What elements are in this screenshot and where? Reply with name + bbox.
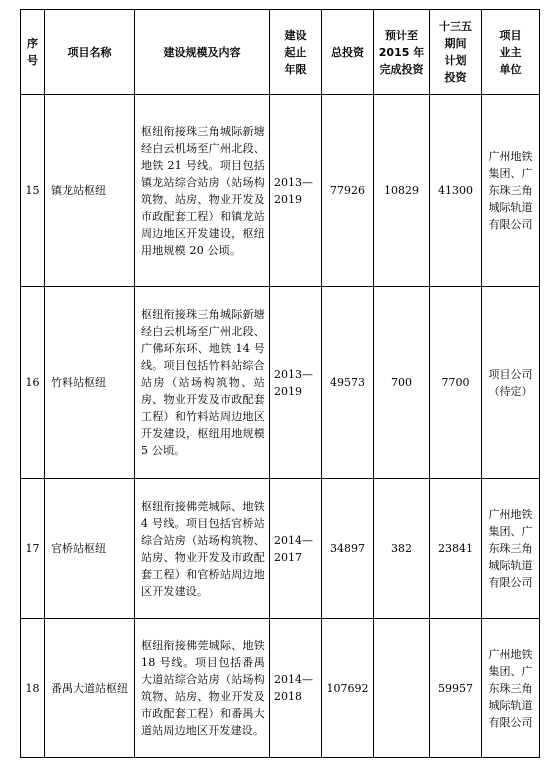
header-serial-number: 序 号 [21, 10, 45, 95]
row-construction-period: 2014— 2017 [270, 479, 322, 619]
row-plan-investment: 7700 [430, 287, 482, 479]
row-plan-investment: 23841 [430, 479, 482, 619]
row-total-investment: 77926 [322, 95, 374, 287]
table-row [21, 95, 540, 287]
row-construction-period: 2013— 2019 [270, 287, 322, 479]
row-serial-number: 17 [21, 479, 45, 619]
header-project-name: 项目名称 [45, 10, 135, 95]
table-header-row [21, 10, 540, 95]
row-investment-by-2015 [374, 619, 430, 758]
row-project-name: 镇龙站枢纽 [45, 95, 135, 287]
header-scope-content: 建设规模及内容 [135, 10, 270, 95]
row-plan-investment: 59957 [430, 619, 482, 758]
row-serial-number: 18 [21, 619, 45, 758]
row-investment-by-2015: 10829 [374, 95, 430, 287]
header-project-owner: 项目 业主 单位 [482, 10, 540, 95]
row-scope-content: 枢纽衔接珠三角城际新塘经白云机场至广州北段、广佛环东环、地铁 14 号线。项目包括竹料站综合站房（站场构筑物、站房、物业开发及市政配套工程）和竹料站周边地区开发建设，枢纽用地规模 5 公顷。 [135, 287, 270, 479]
header-construction-period: 建设 起止 年限 [270, 10, 322, 95]
row-total-investment: 107692 [322, 619, 374, 758]
row-scope-content: 枢纽衔接珠三角城际新塘经白云机场至广州北段、地铁 21 号线。项目包括镇龙站综合站房（站场构筑物、站房、物业开发及市政配套工程）和镇龙站周边地区开发建设，枢纽用地规模 20 公顷。 [135, 95, 270, 287]
project-investment-table [20, 9, 540, 758]
row-project-owner: 广州地铁集团、广东珠三角城际轨道有限公司 [482, 479, 540, 619]
row-total-investment: 49573 [322, 287, 374, 479]
row-plan-investment: 41300 [430, 95, 482, 287]
table-row [21, 619, 540, 758]
project-table-page [20, 9, 540, 758]
row-project-name: 番禺大道站枢纽 [45, 619, 135, 758]
row-serial-number: 15 [21, 95, 45, 287]
row-project-name: 官桥站枢纽 [45, 479, 135, 619]
table-row [21, 479, 540, 619]
row-serial-number: 16 [21, 287, 45, 479]
header-total-investment: 总投资 [322, 10, 374, 95]
row-investment-by-2015: 700 [374, 287, 430, 479]
header-13th-five-year-plan-investment: 十三五 期间 计划 投资 [430, 10, 482, 95]
row-project-owner: 项目公司（待定） [482, 287, 540, 479]
table-row [21, 287, 540, 479]
row-scope-content: 枢纽衔接佛莞城际、地铁 4 号线。项目包括官桥站综合站房（站场构筑物、站房、物业开发及市政配套工程）和官桥站周边地区开发建设。 [135, 479, 270, 619]
row-construction-period: 2013— 2019 [270, 95, 322, 287]
header-investment-by-2015: 预计至 2015 年 完成投资 [374, 10, 430, 95]
row-investment-by-2015: 382 [374, 479, 430, 619]
row-scope-content: 枢纽衔接佛莞城际、地铁 18 号线。项目包括番禺大道站综合站房（站场构筑物、站房、物业开发及市政配套工程）和番禺大道站周边地区开发建设。 [135, 619, 270, 758]
row-project-owner: 广州地铁集团、广东珠三角城际轨道有限公司 [482, 95, 540, 287]
row-total-investment: 34897 [322, 479, 374, 619]
row-project-name: 竹料站枢纽 [45, 287, 135, 479]
row-project-owner: 广州地铁集团、广东珠三角城际轨道有限公司 [482, 619, 540, 758]
row-construction-period: 2014— 2018 [270, 619, 322, 758]
